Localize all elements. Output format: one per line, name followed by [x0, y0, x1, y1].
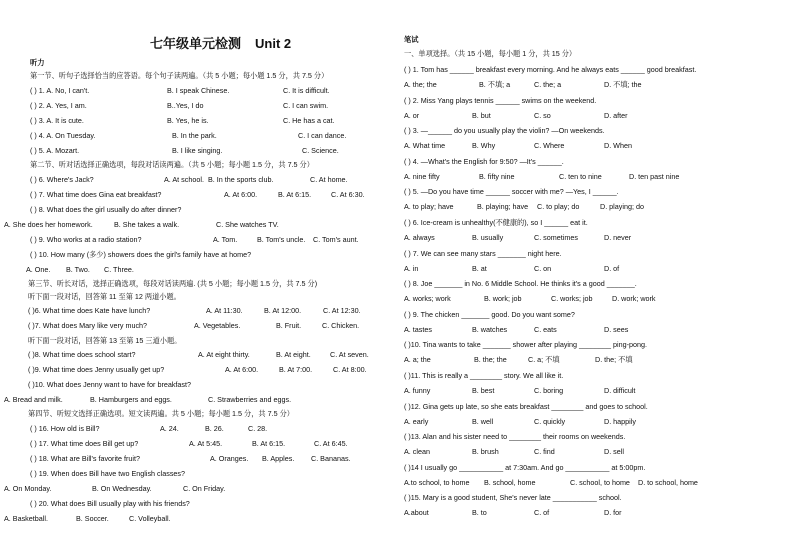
written-question-9: ( ) 9. The chicken _______ good. Do you want some?: [404, 309, 575, 319]
option-b: B. usually: [472, 233, 504, 242]
question-6: ( ) 6. Where's Jack?: [30, 175, 94, 184]
option-b: B. but: [472, 110, 491, 120]
written-section1-header: 一、单项选择。（共 15 小题，每小题 1 分，共 15 分）: [404, 49, 577, 58]
option-b: B. brush: [472, 447, 499, 457]
option-c: C. Bananas.: [311, 454, 351, 463]
option-b: B. Tom's uncle.: [257, 235, 306, 244]
question-3: ( ) 3. A. It is cute.: [30, 116, 84, 125]
question-13: ( )8. What time does school start?: [28, 350, 136, 359]
question-20: ( ) 20. What does Bill usually play with his friends?: [30, 499, 190, 508]
option-d: D. to school, home: [638, 477, 698, 487]
option-b: B. at: [472, 263, 487, 273]
option-b: B. I like singing.: [172, 146, 223, 155]
option-c: C. of: [534, 508, 550, 518]
section3-header: 第三节、听长对话，选择正确选项，每段对话读两遍. (共 5 小题；每小题 1.5 分，共 7.5 分): [28, 279, 318, 288]
question-12: ( )7. What does Mary like very much?: [28, 321, 148, 330]
option-c: C. Volleyball.: [129, 514, 171, 523]
option-c: C. to play; do: [537, 202, 580, 212]
written-question-3: ( ) 3. —______ do you usually play the violin? —On weekends.: [404, 126, 605, 136]
option-a: A. On Monday.: [4, 484, 52, 493]
option-a: A. What time: [404, 141, 446, 151]
written-question-8: ( ) 8. Joe _______ in No. 6 Middle School. He thinks it's a good _______.: [404, 279, 637, 289]
option-c: C. On Friday.: [183, 484, 226, 493]
option-b: B. At 12:00.: [264, 306, 302, 315]
written-question-1: ( ) 1. Tom has ______ breakfast every morning. And he always eats ______ good breakfast.: [404, 65, 697, 74]
option-b: B. to: [472, 508, 487, 518]
written-question-11: ( )11. This is really a ________ story. We all like it.: [404, 371, 564, 380]
option-a: A. nine fifty: [404, 171, 440, 181]
option-b: B. At 6:15.: [278, 190, 312, 199]
written-question-6: ( ) 6. Ice-cream is unhealthy(不健康的), so I ______ eat it.: [404, 218, 588, 227]
option-a: A. or: [404, 110, 420, 120]
option-c: C. so: [534, 110, 551, 120]
option-c: C. quickly: [534, 416, 566, 426]
section4-header: 第四节、听短文选择正确选项。短文读两遍。共 5 小题；每小题 1.5 分，共 7.5 分）: [28, 409, 294, 418]
option-c: C. Where: [534, 141, 565, 151]
question-19: ( ) 19. When does Bill have two English classes?: [30, 469, 186, 478]
option-a: A. She does her homework.: [4, 220, 93, 229]
option-a: A. funny: [404, 386, 431, 395]
option-a: A. At 5:45.: [189, 439, 223, 448]
option-c: C. the; a: [534, 80, 562, 89]
option-b: B. I speak Chinese.: [167, 86, 230, 95]
option-c: C. He has a cat.: [283, 116, 335, 125]
option-b: B. 不填; a: [479, 80, 511, 89]
option-d: D. of: [604, 263, 620, 273]
question-5: ( ) 5. A. Mozart.: [30, 146, 80, 155]
option-d: D. difficult: [604, 386, 636, 395]
option-c: C. sometimes: [534, 233, 578, 242]
option-c: C. She watches TV.: [216, 220, 279, 229]
option-b: B. On Wednesday.: [92, 484, 152, 493]
question-11: ( )6. What time does Kate have lunch?: [28, 306, 151, 315]
option-b: B. fifty nine: [479, 171, 515, 181]
option-c: C. Strawberries and eggs.: [208, 395, 292, 404]
option-d: D. never: [604, 233, 632, 242]
option-c: C. find: [534, 447, 555, 457]
option-b: B. Hamburgers and eggs.: [90, 395, 172, 404]
question-4: ( ) 4. A. On Tuesday.: [30, 131, 96, 140]
option-d: D. after: [604, 110, 628, 120]
written-question-4: ( ) 4. —What's the English for 9:50? —It's ______.: [404, 156, 564, 166]
option-a: A. At eight thirty.: [198, 350, 250, 359]
option-b: B..Yes, I do: [167, 101, 204, 110]
option-d: D. for: [604, 508, 622, 518]
option-c: C. Chicken.: [322, 321, 360, 330]
question-9: ( ) 9. Who works at a radio station?: [30, 235, 142, 244]
question-10: ( ) 10. How many (多少) showers does the girl's family have at home?: [30, 250, 252, 259]
option-d: D. sees: [604, 324, 629, 334]
option-a: A. At 6:00.: [225, 365, 259, 374]
written-heading: 笔试: [404, 35, 419, 44]
title-unit: Unit 2: [255, 36, 292, 51]
option-c: C. Tom's aunt.: [313, 235, 359, 244]
option-c: C. At 6:30.: [331, 190, 365, 199]
option-b: B. well: [472, 416, 494, 426]
option-b: B. Yes, he is.: [167, 116, 209, 125]
option-d: D. playing; do: [600, 202, 644, 212]
option-b: B. At 7:00.: [279, 365, 313, 374]
option-b: B. Fruit.: [276, 321, 302, 330]
option-c: C. eats: [534, 324, 557, 334]
question-18: ( ) 18. What are Bill's favorite fruit?: [30, 454, 141, 463]
option-a: A. Tom.: [213, 235, 238, 244]
question-7: ( ) 7. What time does Gina eat breakfast?: [30, 190, 162, 199]
option-b: B. the; the: [474, 355, 507, 365]
option-a: A. works; work: [404, 294, 451, 304]
question-8: ( ) 8. What does the girl usually do after dinner?: [30, 205, 182, 214]
option-c: C. I can swim.: [283, 101, 329, 110]
option-a: A. the; the: [404, 80, 437, 89]
option-a: A. 24.: [160, 424, 179, 433]
question-17: ( ) 17. What time does Bill get up?: [30, 439, 139, 448]
option-a: A. early: [404, 416, 429, 426]
option-a: A. Vegetables.: [194, 321, 241, 330]
question-16: ( ) 16. How old is Bill?: [30, 424, 100, 433]
option-a: A. in: [404, 263, 419, 273]
option-b: B. school, home: [484, 477, 536, 487]
option-b: B. In the sports club.: [208, 175, 274, 184]
question-1: ( ) 1. A. No, I can't.: [30, 86, 90, 95]
title-text: 七年级单元检测: [150, 37, 242, 52]
option-a: A. Oranges.: [210, 454, 249, 463]
option-a: A. always: [404, 233, 435, 242]
option-c: C. At 12:30.: [323, 306, 361, 315]
section3-sub1: 听下面一段对话，回答第 11 至第 12 两道小题。: [28, 292, 181, 301]
written-question-12: ( )12. Gina gets up late, so she eats breakfast ________ and goes to school.: [404, 401, 648, 411]
option-d: D. 不填; the: [604, 80, 642, 89]
option-a: A. a; the: [404, 355, 431, 365]
option-c: C. Three.: [104, 265, 134, 274]
option-b: B. watches: [472, 324, 508, 334]
written-question-10: ( )10. Tina wants to take _______ shower after playing ________ ping-pong.: [404, 340, 647, 350]
written-question-2: ( ) 2. Miss Yang plays tennis ______ swims on the weekend.: [404, 95, 597, 105]
written-question-14: ( )14 I usually go ___________ at 7:30am. And go ___________ at 5:00pm.: [404, 462, 646, 472]
option-b: B. At 6:15.: [252, 439, 286, 448]
option-c: C. It is difficult.: [283, 86, 330, 95]
option-c: C. At 8:00.: [333, 365, 367, 374]
listening-heading: 听力: [30, 58, 45, 67]
option-a: A. At 11:30.: [206, 306, 243, 315]
option-d: D. When: [604, 141, 632, 151]
option-a: A. Bread and milk.: [4, 395, 63, 404]
written-question-15: ( )15. Mary is a good student, She's never late ___________ school.: [404, 493, 622, 503]
option-c: C. 28.: [248, 424, 268, 433]
option-c: C. boring: [534, 386, 564, 395]
section3-sub2: 听下面一段对话，回答第 13 至第 15 三道小题。: [28, 336, 182, 345]
question-14: ( )9. What time does Jenny usually get up?: [28, 365, 165, 374]
option-d: D. the; 不填: [595, 355, 633, 365]
option-c: C. a; 不填: [528, 355, 560, 365]
option-a: A.to school, to home: [404, 477, 470, 487]
option-a: A.about: [404, 508, 429, 518]
option-d: D. sell: [604, 447, 624, 457]
page-title: [150, 33, 291, 52]
question-2: ( ) 2. A. Yes, I am.: [30, 101, 87, 110]
option-c: C. Science.: [302, 146, 339, 155]
option-d: D. happily: [604, 416, 636, 426]
option-b: B. Apples.: [262, 454, 295, 463]
option-b: B. She takes a walk.: [114, 220, 180, 229]
option-a: A. At 6:00.: [224, 190, 258, 199]
section2-header: 第二节、听对话选择正确选项，每段对话读两遍。（共 5 小题；每小题 1.5 分，共 7.5 分）: [30, 160, 314, 169]
option-a: A. to play; have: [404, 202, 454, 212]
option-b: B. 26.: [205, 424, 224, 433]
written-question-5: ( ) 5. —Do you have time ______ soccer with me? —Yes, I ______.: [404, 187, 619, 197]
option-a: A. One.: [26, 265, 51, 274]
option-c: C. At 6:45.: [314, 439, 348, 448]
option-c: C. on: [534, 263, 552, 273]
option-b: B. Why: [472, 141, 496, 151]
option-c: C. works; job: [551, 294, 593, 304]
option-b: B. Soccer.: [76, 514, 109, 523]
option-a: A. Basketball.: [4, 514, 48, 523]
option-d: D. ten past nine: [629, 171, 680, 181]
section1-header: 第一节、听句子选择恰当的应答语。每个句子读两遍。（共 5 小题；每小题 1.5 分，共 7.5 分）: [30, 71, 329, 80]
option-c: C. I can dance.: [298, 131, 347, 140]
option-d: D. work; work: [612, 294, 656, 304]
option-b: B. playing; have: [477, 202, 529, 212]
option-b: B. Two.: [66, 265, 90, 274]
option-a: A. tastes: [404, 324, 432, 334]
option-a: A. At school.: [164, 175, 204, 184]
written-question-13: ( )13. Alan and his sister need to ________ their rooms on weekends.: [404, 432, 626, 442]
option-b: B. best: [472, 386, 495, 395]
option-b: B. In the park.: [172, 131, 217, 140]
question-15: ( )10. What does Jenny want to have for breakfast?: [28, 380, 192, 389]
written-question-7: ( ) 7. We can see many stars _______ night here.: [404, 248, 562, 258]
option-b: B. work; job: [484, 294, 522, 304]
option-a: A. clean: [404, 447, 430, 457]
option-b: B. At eight.: [276, 350, 311, 359]
option-c: C. ten to nine: [559, 171, 602, 181]
option-c: C. school, to home: [570, 477, 630, 487]
option-c: C. At seven.: [330, 350, 369, 359]
option-c: C. At home.: [310, 175, 348, 184]
